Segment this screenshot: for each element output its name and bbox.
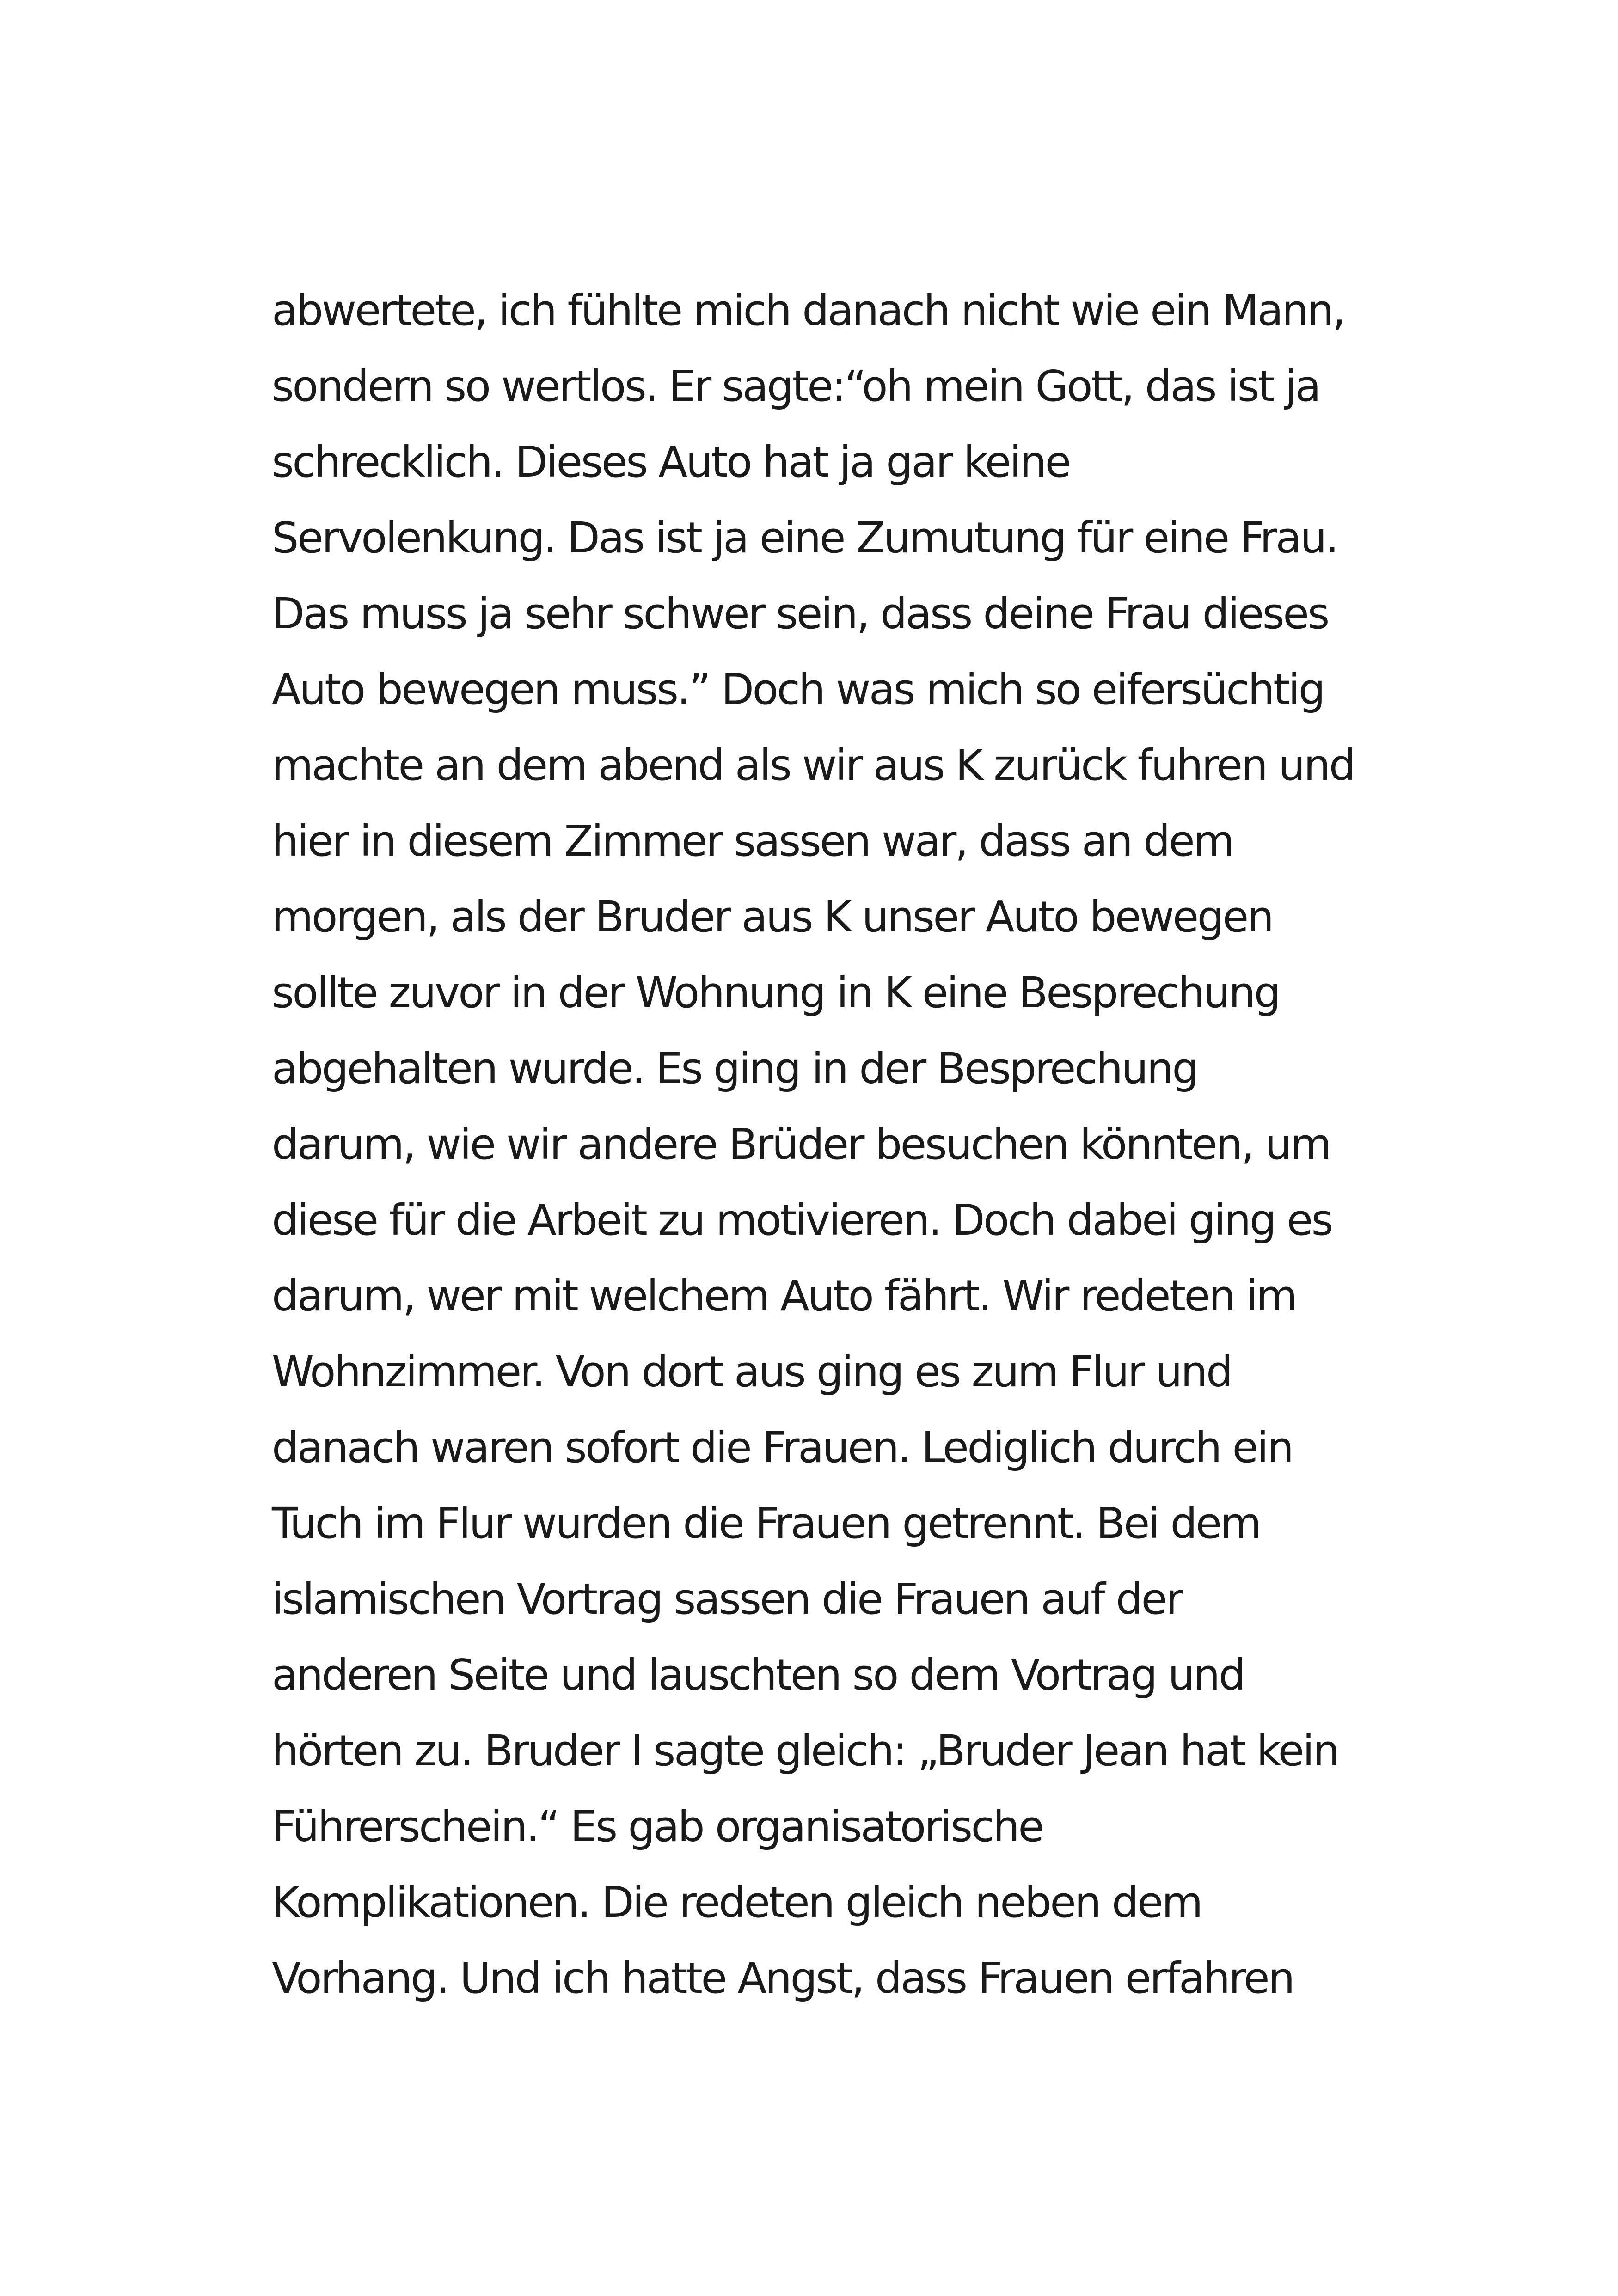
text-line-4: Servolenkung. Das ist ja eine Zumutung für eine Frau. <box>272 513 1337 563</box>
text-line-22: Komplikationen. Die redeten gleich neben dem <box>272 1878 1202 1927</box>
text-line-10: sollte zuvor in der Wohnung in K eine Besprechung <box>272 968 1280 1017</box>
text-line-21: Führerschein.“ Es gab organisatorische <box>272 1802 1043 1851</box>
text-line-17: Tuch im Flur wurden die Frauen getrennt. Bei dem <box>272 1499 1260 1548</box>
text-line-5: Das muss ja sehr schwer sein, dass deine Frau dieses <box>272 589 1328 638</box>
body-text <box>272 273 1391 2016</box>
text-line-19: anderen Seite und lauschten so dem Vortrag und <box>272 1650 1244 1700</box>
text-line-20: hörten zu. Bruder I sagte gleich: „Bruder Jean hat kein <box>272 1726 1338 1776</box>
text-line-1: abwertete, ich fühlte mich danach nicht wie ein Mann, <box>272 286 1344 335</box>
text-line-16: danach waren sofort die Frauen. Lediglich durch ein <box>272 1423 1293 1472</box>
text-line-14: darum, wer mit welchem Auto fährt. Wir redeten im <box>272 1271 1296 1321</box>
text-line-9: morgen, als der Bruder aus K unser Auto bewegen <box>272 892 1273 942</box>
text-line-2: sondern so wertlos. Er sagte:“oh mein Gott, das ist ja <box>272 361 1320 411</box>
text-line-15: Wohnzimmer. Von dort aus ging es zum Flur und <box>272 1347 1232 1396</box>
text-line-6: Auto bewegen muss.” Doch was mich so eifersüchtig <box>272 665 1324 714</box>
text-line-7: machte an dem abend als wir aus K zurück fuhren und <box>272 741 1354 790</box>
text-line-18: islamischen Vortrag sassen die Frauen auf der <box>272 1574 1182 1624</box>
text-line-23: Vorhang. Und ich hatte Angst, dass Frauen erfahren <box>272 1953 1293 2003</box>
text-line-12: darum, wie wir andere Brüder besuchen könnten, um <box>272 1120 1330 1169</box>
text-line-13: diese für die Arbeit zu motivieren. Doch dabei ging es <box>272 1195 1332 1245</box>
text-line-3: schrecklich. Dieses Auto hat ja gar keine <box>272 437 1070 487</box>
text-line-11: abgehalten wurde. Es ging in der Besprechung <box>272 1044 1198 1093</box>
text-line-8: hier in diesem Zimmer sassen war, dass an dem <box>272 816 1233 866</box>
